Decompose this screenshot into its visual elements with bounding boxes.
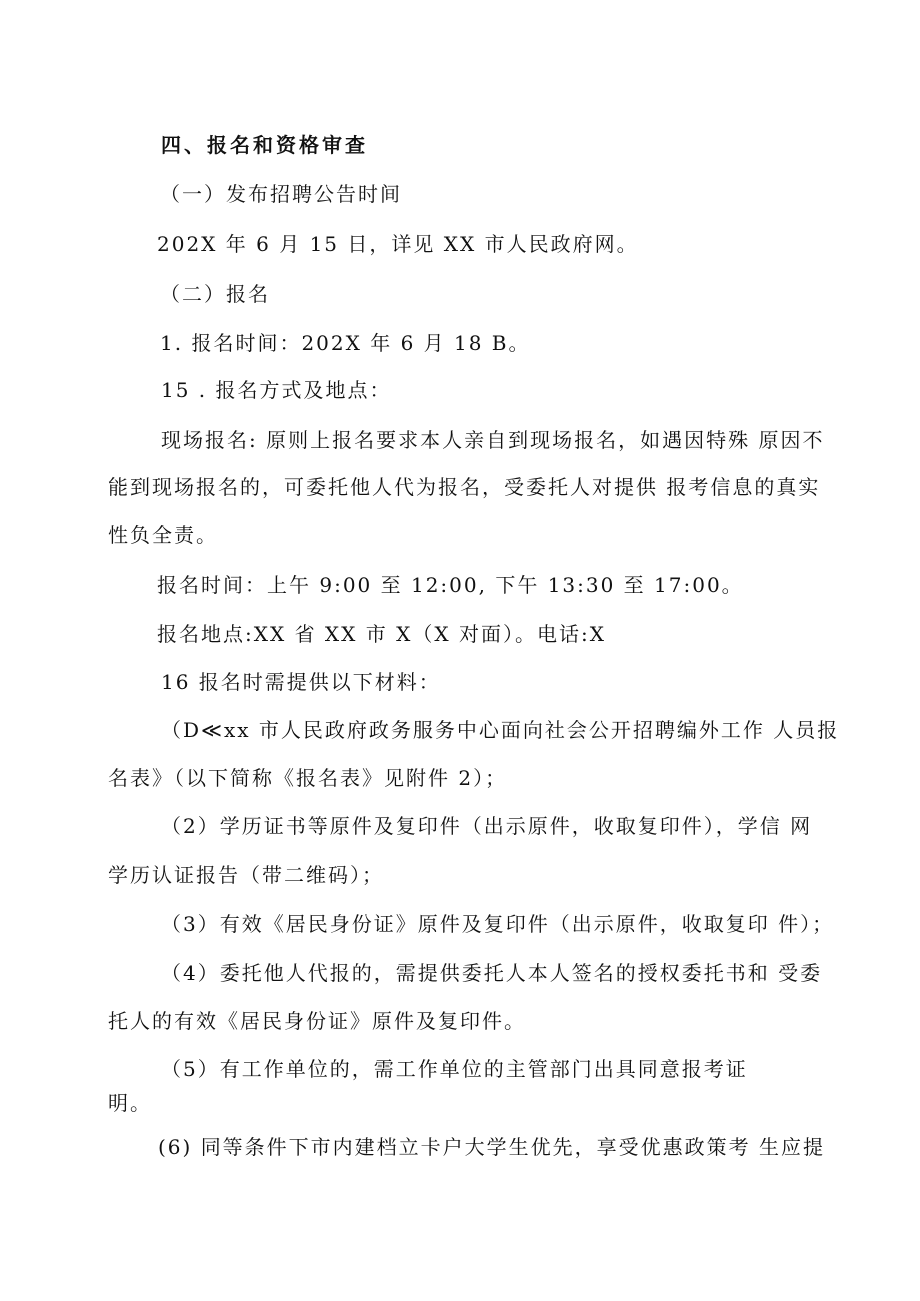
paragraph-line: 性负全责。: [108, 523, 218, 547]
list-item: （5）有工作单位的，需工作单位的主管部门出具同意报考证: [161, 1057, 748, 1081]
paragraph-line: 明。: [108, 1091, 152, 1115]
paragraph-line: 报名时间：上午 9:00 至 12:00, 下午 13:30 至 17:00。: [157, 573, 744, 597]
paragraph-line: 现场报名: 原则上报名要求本人亲自到现场报名，如遇因特殊 原因不: [161, 428, 825, 452]
list-item: 16 报名时需提供以下材料：: [161, 670, 441, 694]
list-item: (6) 同等条件下市内建档立卡户大学生优先，享受优惠政策考 生应提: [158, 1135, 826, 1159]
list-item: （4）委托他人代报的，需提供委托人本人签名的授权委托书和 受委: [161, 961, 823, 985]
list-item: （3）有效《居民身份证》原件及复印件（出示原件，收取复印 件）；: [161, 912, 835, 936]
paragraph-line: 能到现场报名的，可委托他人代为报名，受委托人对提供 报考信息的真实: [108, 475, 821, 499]
paragraph-line: 名表》（以下简称《报名表》见附件 2）；: [108, 766, 508, 790]
list-item: 1. 报名时间：202X 年 6 月 18 B。: [160, 331, 531, 355]
list-item: （D≪xx 市人民政府政务服务中心面向社会公开招聘编外工作 人员报: [161, 718, 840, 742]
paragraph-line: 学历认证报告（带二维码）；: [108, 863, 384, 887]
paragraph-line: 报名地点:XX 省 XX 市 X（X 对面）。电话:X: [157, 622, 606, 646]
paragraph-line: 托人的有效《居民身份证》原件及复印件。: [108, 1009, 526, 1033]
list-item: （2）学历证书等原件及复印件（出示原件，收取复印件），学信 网: [161, 814, 813, 838]
subsection-heading: （一）发布招聘公告时间: [160, 182, 402, 206]
paragraph-line: 202X 年 6 月 15 日，详见 XX 市人民政府网。: [157, 232, 639, 256]
subsection-heading: （二）报名: [160, 282, 270, 306]
list-item: 15 . 报名方式及地点：: [161, 378, 392, 402]
section-heading: 四、报名和资格审查: [161, 133, 368, 157]
